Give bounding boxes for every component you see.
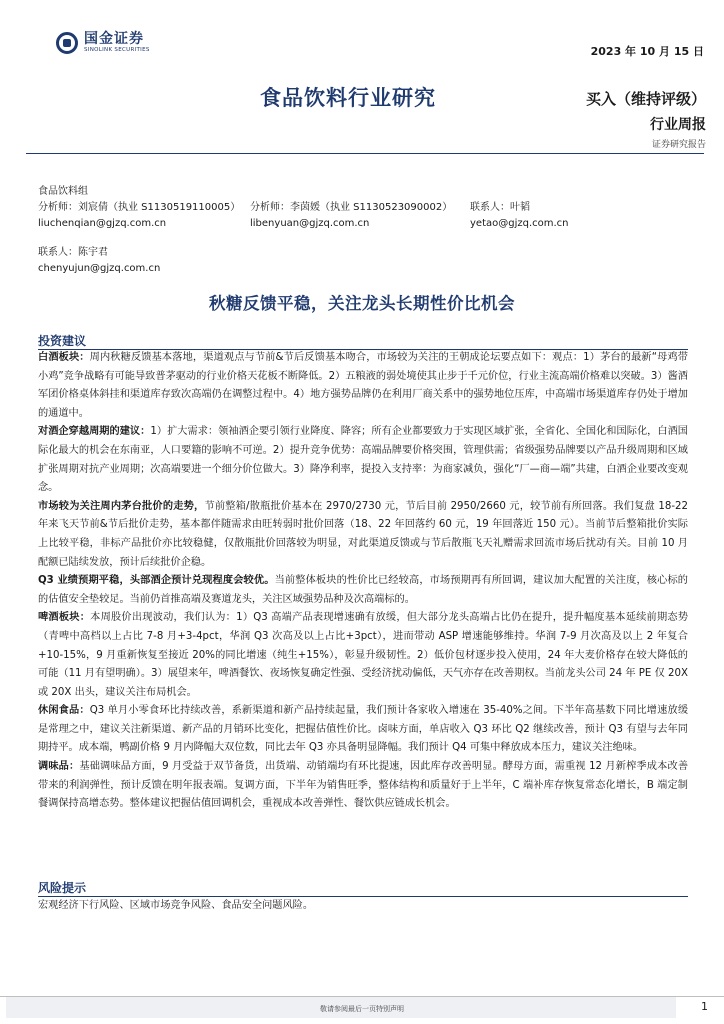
- company-logo: [52, 30, 154, 56]
- paragraph-label: 白酒板块：: [38, 352, 90, 363]
- paragraph-label: Q3 业绩预期平稳，头部酒企预计兑现程度会较优。: [38, 575, 275, 587]
- logo-text-cn: 国金证券: [84, 31, 144, 48]
- paragraph-label: 调味品：: [38, 761, 80, 773]
- analyst-block: [38, 184, 698, 277]
- paragraph-text: 基础调味品方面，9 月受益于双节备货，出货端、动销端均有环比提速，因此库存改善明显。酵母方面，需重视 12 月新榨季成本改善带来的利润弹性，预计反馈在明年报表端。复调方面，下半年为销售旺季，整体结构和质量好于上半年，C 端补库存恢复常态化增长，B 端定制餐调保持高增态势。整体建议把握估值回调机会，重视成本改善弹性、餐饮供应链成长机会。: [38, 761, 689, 810]
- footer-disclaimer[interactable]: 敬请参阅最后一页特别声明: [320, 1005, 404, 1013]
- report-subcategory: 证券研究报告: [651, 140, 706, 150]
- paragraph-label: 休闲食品：: [38, 705, 90, 717]
- paragraph-text: 周内秋糖反馈基本落地，渠道观点与节前&节后反馈基本吻合，市场较为关注的王朝成论坛要点如下：观点：1）茅台的最新“母鸡带小鸡”竞争战略有可能导致普茅驱动的行业价格天花板不断降低。2）五粮液的弱处境使其止步于千元价位，行业主流高端价格难以突破。3）酱酒军团价格桌体斜挂和渠道库存致次高端仍在调整过程中。4）地方强势品牌仍在利用厂商关系中的强势地位压库，中高端市场渠道库存仍处于增加的通道中。: [38, 352, 688, 419]
- logo-text-en: SINOLINK SECURITIES: [84, 47, 150, 54]
- page-number: 1: [701, 1000, 708, 1013]
- logo-mark-icon: [56, 32, 78, 54]
- paragraph-beer: [38, 609, 688, 702]
- paragraph-text: 本周股价出现波动，我们认为：1）Q3 高端产品表现增速确有放缓，但大部分龙头高端占比仍在提升，提升幅度基本延续前期态势（青啤中高档以上占比 7-8 月+3-4pct，华润 Q3 次高及以上占比+3pct），进而带动 ASP 增速能够维持。华润 7-9 月次高及以上 2 年复合+10-15%，9 月重新恢复至接近 20%的同比增速（纯生+15%），彰显升级韧性。2）低价包材逐步投入使用，24 年大麦价格存在较大降低的可能（11 月有望明确）。3）展望来年，啤酒餐饮、夜场恢复确定性强、受经济扰动偏低，天气亦存在改善期权。当前龙头公司 24 年 PE 仅 20X 或 20X 出头，建议关注布局机会。: [38, 612, 689, 698]
- paragraph-label: 市场较为关注周内茅台批价的走势，: [38, 500, 205, 512]
- footer-divider: [0, 996, 724, 997]
- paragraph-text: 1）扩大需求：领袖酒企要引领行业降度、降容；所有企业都要致力于实现区域扩张，全省化、全国化和国际化，白酒国际化最大的机会在东南亚，人口要籍的影响不可逆。2）提升竞争优势：高端品牌要价格突围，管理供需；省级强势品牌要以产品升级周期和区域扩张周期对抗产业周期；次高端要进一个细分价位做大。3）降净利率，提投入支持率：为商家减负，强化“厂—商—端”共建，白酒企业要改变观念。: [38, 426, 688, 494]
- contact-2: 联系人：陈宇君: [38, 247, 108, 258]
- paragraph-moutai: [38, 498, 688, 572]
- section-heading-risk: 风险提示: [38, 881, 87, 895]
- main-title: 秋糖反馈平稳，关注龙头长期性价比机会: [209, 294, 515, 313]
- report-category: 行业周报: [650, 117, 706, 133]
- paragraph-cycle: [38, 423, 688, 497]
- paragraph-condiments: [38, 758, 688, 814]
- invest-body: [38, 349, 688, 814]
- report-date: 2023 年 10 月 15 日: [590, 45, 704, 58]
- paragraph-baijiu: [38, 349, 688, 423]
- paragraph-label: 啤酒板块：: [38, 612, 91, 624]
- section-heading-invest: 投资建议: [38, 334, 87, 348]
- rating-label: 买入（维持评级）: [585, 90, 706, 108]
- analyst-2-email[interactable]: libenyuan@gjzq.com.cn: [250, 218, 370, 229]
- analyst-2: 分析师：李茵媛（执业 S1130523090002）: [250, 202, 453, 213]
- paragraph-text: 当前整体板块的性价比已经较高，市场预期再有所回调，建议加大配置的关注度，核心标的的估值安全垫较足。当前仍首推高端及赛道龙头，关注区域强势品种及次高端标的。: [38, 575, 688, 605]
- paragraph-q3: [38, 572, 688, 609]
- contact-1: 联系人：叶韬: [470, 202, 530, 213]
- report-title: 食品饮料行业研究: [260, 86, 436, 110]
- contact-1-email[interactable]: yetao@gjzq.com.cn: [470, 218, 569, 229]
- contact-2-email[interactable]: chenyujun@gjzq.com.cn: [38, 263, 161, 274]
- paragraph-text: 节前整箱/散瓶批价基本在 2970/2730 元，节后目前 2950/2660 元，较节前有所回落。我们复盘 18-22 年来飞天节前&节后批价走势，基本都伴随需求由旺转弱时批价回落（18、22 年回落约 60 元，19 年回落近 150 元）。当前节后整箱批价实际上比较平稳，非标产品批价亦比较稳健，仅散瓶批价回落较为明显，对此渠道反馈或与节后散瓶飞天礼赠需求回流市场后扰动有关。目前 10 月配额已陆续发放，预计后续批价企稳。: [38, 500, 688, 568]
- group-title: 食品饮料组: [38, 186, 88, 197]
- analyst-1-email[interactable]: liuchenqian@gjzq.com.cn: [38, 218, 167, 229]
- header-divider: [26, 153, 704, 154]
- paragraph-label: 对酒企穿越周期的建议：: [38, 426, 151, 438]
- analyst-1: 分析师：刘宸倩（执业 S1130519110005）: [38, 202, 241, 213]
- risk-body: 宏观经济下行风险、区域市场竞争风险、食品安全问题风险。: [38, 900, 314, 911]
- paragraph-text: Q3 单月小零食环比持续改善，系新渠道和新产品持续起量，我们预计各家收入增速在 35-40%之间。下半年高基数下同比增速放缓是常理之中，建议关注新渠道、新产品的月销环比变化，把握估值性价比。卤味方面，单店收入 Q3 环比 Q2 继续改善，预计 Q3 有望与去年同期持平。成本端，鸭副价格 9 月内降幅大双位数，同比去年 Q3 亦具备明显降幅。我们预计 Q4 可集中释放成本压力，建议关注绝味。: [38, 705, 689, 754]
- paragraph-snacks: [38, 702, 688, 758]
